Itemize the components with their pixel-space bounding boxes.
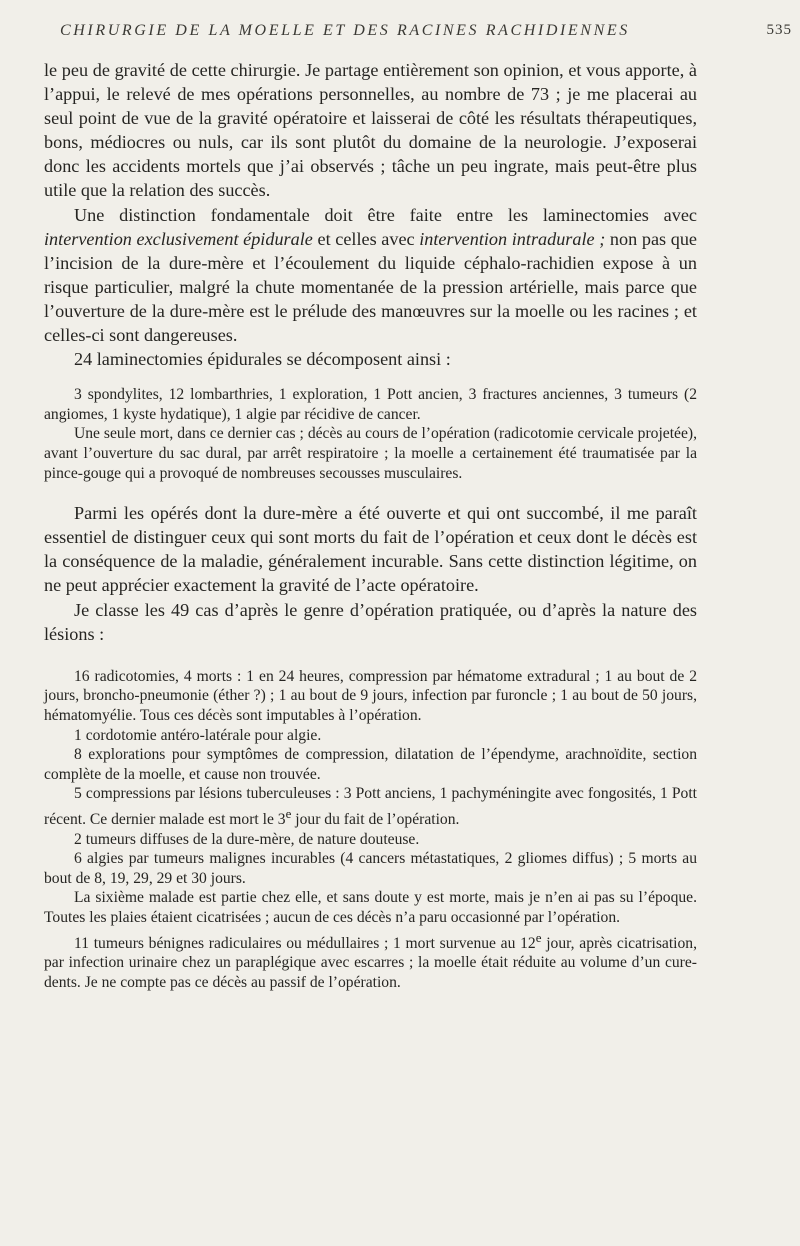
paragraph-small: 3 spondylites, 12 lombarthries, 1 exploration, 1 Pott ancien, 3 fractures anciennes, 3 tumeurs (2 angiomes, 1 kyste hydatique), 1 algie par récidive de cancer. (44, 386, 697, 423)
paragraph-distinction (44, 203, 697, 348)
paragraph: Je classe les 49 cas d’après le genre d’opération pratiquée, ou d’après la nature des lésions : (44, 599, 697, 644)
list-entry: 6 algies par tumeurs malignes incurables (4 cancers métastatiques, 2 gliomes diffus) ; 5 morts au bout de 8, 19, 29, 29 et 30 jours. (44, 850, 697, 887)
text-run: Une distinction fondamentale doit être faite entre les laminectomies avec (74, 204, 697, 225)
superscript: e (535, 929, 542, 945)
list-entry: 16 radicotomies, 4 morts : 1 en 24 heures, compression par hématome extradural ; 1 au bout de 2 jours, broncho-pneumonie (éther ?) ; 1 au bout de 9 jours, infection par furoncle ; 1 au bout de 50 jours, hématomyélie. Tous ces décès sont imputables à l’opération. (44, 667, 697, 724)
paragraph: le peu de gravité de cette chirurgie. Je partage entièrement son opinion, et vous apporte, à l’appui, le relevé de mes opérations personnelles, au nombre de 73 ; je me placerai au seul point de vue de la gravité opératoire et laisserai de côté les résultats thérapeutiques, bons, médiocres ou nuls, car ils sont plutôt du domaine de la neurologie. J’exposerai donc les accidents mortels que j’ai observés ; tâche un peu ingrate, mais peut-être plus utile que la relation des succès. (44, 60, 697, 201)
running-head: CHIRURGIE DE LA MOELLE ET DES RACINES RACHIDIENNES (60, 22, 630, 39)
paragraph-small: Une seule mort, dans ce dernier cas ; décès au cours de l’opération (radicotomie cervicale projetée), avant l’ouverture du sac dural, par arrêt respiratoire ; la moelle a certainement été traumatisée par la pince-gouge qui a provoqué de nombreuses secousses musculaires. (44, 425, 697, 482)
body-text (44, 58, 697, 993)
text-run: et celles avec (312, 228, 420, 249)
page-number: 535 (766, 22, 792, 38)
list-entry: La sixième malade est partie chez elle, et sans doute y est morte, mais je n’en ai pas su l’époque. Toutes les plaies étaient cicatrisées ; aucun de ces décès n’a paru occasionné par l’opération. (44, 889, 697, 927)
list-entry: 8 explorations pour symptômes de compression, dilatation de l’épendyme, arachnoïdite, section complète de la moelle, et cause non trouvée. (44, 746, 697, 783)
paragraph: Parmi les opérés dont la dure-mère a été ouverte et qui ont succombé, il me paraît essentiel de distinguer ceux qui sont morts du fait de l’opération et ceux dont le décès est la conséquence de la maladie, généralement incurable. Sans cette distinction légitime, on ne peut apprécier exactement la gravité de l’acte opératoire. (44, 503, 697, 596)
list-entry: 2 tumeurs diffuses de la dure-mère, de nature douteuse. (74, 830, 420, 848)
paragraph: 24 laminectomies épidurales se décomposent ainsi : (74, 349, 451, 370)
text-run: non pas que l’incision de la dure-mère et l’écoulement du liquide céphalo-rachidien expose à un risque particulier, malgré la chute momentanée de la pression artérielle, mais parce que l’ouverture de la dure-mère est le prélude des manœuvres sur la moelle ou les racines ; et celles-ci sont dangereuses. (44, 228, 697, 346)
text-run: jour, après cicatrisation, par infection urinaire chez un paraplégique avec escarres ; la moelle était réduite au volume d’un cure-dents. Je ne compte pas ce décès au passif de l’opération. (44, 934, 697, 992)
list-entry (44, 784, 697, 829)
text-run: jour du fait de l’opération. (291, 811, 460, 829)
text-run: 5 compressions par lésions tuberculeuses : 3 Pott anciens, 1 pachyméningite avec fongosités, 1 Pott récent. Ce dernier malade est mort le 3 (44, 785, 697, 829)
text-run: 11 tumeurs bénignes radiculaires ou médullaires ; 1 mort survenue au 12 (74, 934, 536, 952)
emphasis-epidurale: intervention exclusivement épidurale (44, 228, 313, 249)
emphasis-intradurale: intervention intradurale ; (419, 228, 606, 249)
list-entry (44, 928, 697, 993)
superscript: e (285, 805, 292, 821)
list-entry: 1 cordotomie antéro-latérale pour algie. (74, 726, 322, 744)
